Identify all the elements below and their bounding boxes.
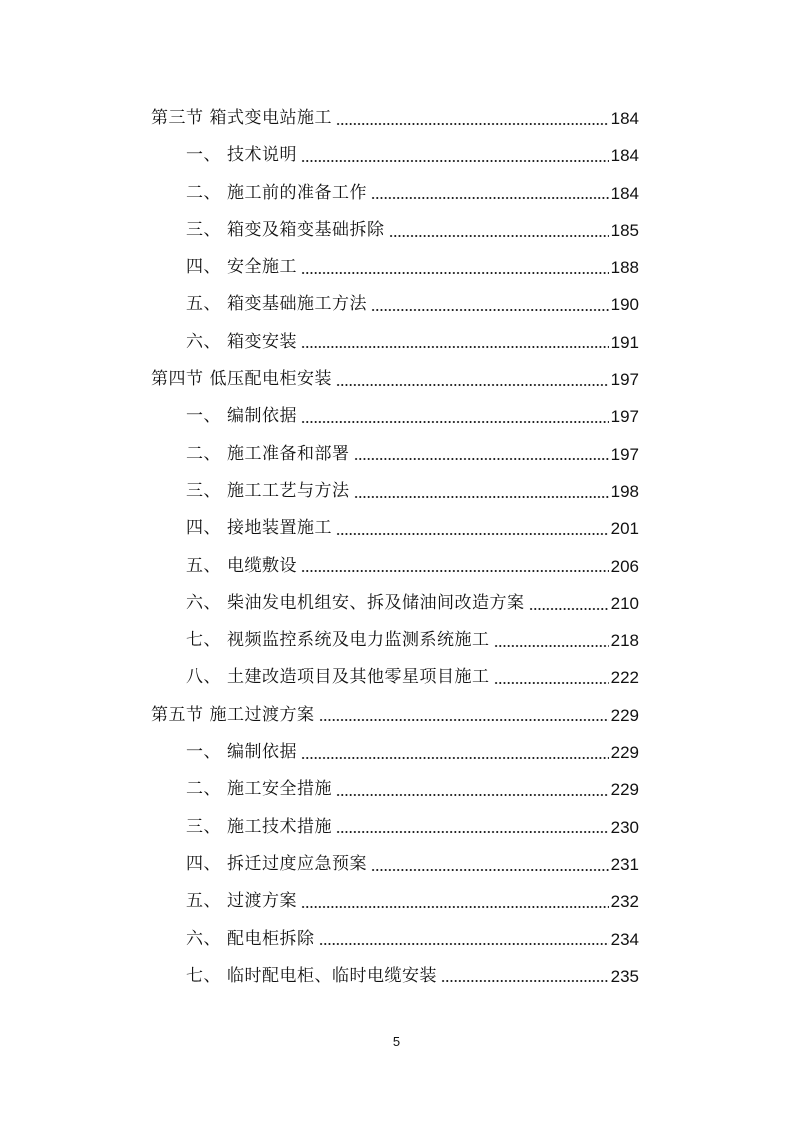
toc-entry-text: 低压配电柜安装 — [209, 369, 332, 390]
toc-entry[interactable] — [0, 436, 793, 473]
toc-entry-page: 206 — [610, 556, 639, 576]
toc-entry-text: 编制依据 — [227, 406, 297, 427]
dot-leader — [389, 235, 609, 237]
toc-entry-text: 箱变基础施工方法 — [227, 294, 367, 315]
toc-entry-text: 施工准备和部署 — [227, 443, 350, 464]
toc-entry-number: 七、 — [186, 630, 221, 651]
dot-leader — [336, 794, 609, 796]
toc-entry-page: 229 — [610, 743, 639, 763]
toc-entry[interactable] — [0, 398, 793, 435]
dot-leader — [336, 831, 609, 833]
toc-entry-number: 二、 — [186, 779, 221, 800]
toc-entry-page: 197 — [610, 444, 639, 464]
dot-leader — [301, 906, 609, 908]
toc-entry[interactable] — [0, 324, 793, 361]
toc-entry-title — [186, 286, 367, 323]
toc-entry-text: 柴油发电机组安、拆及储油间改造方案 — [227, 592, 525, 613]
toc-entry-page: 222 — [610, 668, 639, 688]
toc-entry-page: 210 — [610, 593, 639, 613]
toc-entry[interactable] — [0, 510, 793, 547]
toc-entry[interactable] — [0, 659, 793, 696]
toc-entry-title — [186, 324, 297, 361]
dot-leader — [301, 272, 609, 274]
toc-entry-number: 二、 — [186, 182, 221, 203]
toc-entry-section-5[interactable] — [0, 697, 793, 734]
dot-leader — [494, 645, 609, 647]
toc-entry-title — [186, 958, 437, 995]
toc-entry[interactable] — [0, 473, 793, 510]
dot-leader — [494, 682, 609, 684]
toc-entry-page: 229 — [610, 780, 639, 800]
toc-entry-number: 一、 — [186, 145, 221, 166]
toc-entry-text: 过渡方案 — [227, 891, 297, 912]
toc-entry-number: 一、 — [186, 406, 221, 427]
dot-leader — [354, 496, 609, 498]
toc-entry-title — [186, 734, 297, 771]
toc-entry-text: 视频监控系统及电力监测系统施工 — [227, 630, 490, 651]
toc-entry-title — [186, 659, 490, 696]
toc-entry-number: 五、 — [186, 891, 221, 912]
toc-entry-number: 七、 — [186, 965, 221, 986]
toc-entry-title — [186, 585, 525, 622]
toc-entry-number: 三、 — [186, 816, 221, 837]
toc-entry-number: 五、 — [186, 294, 221, 315]
toc-entry-page: 185 — [610, 220, 639, 240]
toc-entry-page: 188 — [610, 258, 639, 278]
dot-leader — [336, 384, 609, 386]
toc-entry[interactable] — [0, 212, 793, 249]
toc-entry[interactable] — [0, 809, 793, 846]
toc-entry-title — [186, 212, 385, 249]
dot-leader — [301, 346, 609, 348]
toc-entry-text: 配电柜拆除 — [227, 928, 315, 949]
dot-leader — [529, 608, 609, 610]
table-of-contents — [0, 100, 793, 995]
dot-leader — [319, 943, 609, 945]
toc-entry-number: 第五节 — [151, 704, 204, 725]
dot-leader — [301, 757, 609, 759]
toc-entry-page: 234 — [610, 929, 639, 949]
toc-entry-text: 土建改造项目及其他零星项目施工 — [227, 667, 490, 688]
toc-entry-page: 184 — [610, 109, 639, 128]
dot-leader — [319, 719, 609, 721]
dot-leader — [354, 458, 609, 460]
toc-entry-text: 施工技术措施 — [227, 816, 332, 837]
toc-entry[interactable] — [0, 286, 793, 323]
dot-leader — [301, 160, 609, 162]
toc-entry-text: 编制依据 — [227, 742, 297, 763]
toc-entry-page: 232 — [610, 892, 639, 912]
toc-entry-number: 八、 — [186, 667, 221, 688]
toc-entry-title — [186, 548, 297, 585]
toc-entry[interactable] — [0, 175, 793, 212]
toc-entry-title — [186, 622, 490, 659]
toc-entry-number: 六、 — [186, 331, 221, 352]
toc-entry-text: 施工前的准备工作 — [227, 182, 367, 203]
dot-leader — [371, 309, 609, 311]
toc-entry[interactable] — [0, 921, 793, 958]
toc-entry-page: 230 — [610, 817, 639, 837]
toc-entry-page: 198 — [610, 481, 639, 501]
toc-entry-title — [186, 883, 297, 920]
toc-entry-page: 201 — [610, 519, 639, 539]
toc-entry-page: 197 — [610, 407, 639, 427]
toc-entry-text: 箱变及箱变基础拆除 — [227, 219, 385, 240]
toc-entry-text: 施工工艺与方法 — [227, 480, 350, 501]
toc-entry-text: 技术说明 — [227, 145, 297, 166]
toc-entry[interactable] — [0, 958, 793, 995]
dot-leader — [336, 533, 609, 535]
toc-entry-text: 临时配电柜、临时电缆安装 — [227, 965, 437, 986]
toc-entry-title — [151, 100, 332, 137]
toc-entry-number: 三、 — [186, 480, 221, 501]
dot-leader — [301, 570, 609, 572]
toc-entry-title — [186, 809, 332, 846]
toc-entry[interactable] — [0, 548, 793, 585]
toc-entry-text: 拆迁过度应急预案 — [227, 853, 367, 874]
toc-entry[interactable] — [0, 622, 793, 659]
toc-entry-title — [186, 771, 332, 808]
toc-entry-title — [186, 398, 297, 435]
toc-entry[interactable] — [0, 249, 793, 286]
toc-entry-title — [151, 361, 332, 398]
toc-entry[interactable] — [0, 883, 793, 920]
dot-leader — [371, 869, 609, 871]
toc-entry-title — [186, 137, 297, 174]
toc-entry-number: 四、 — [186, 853, 221, 874]
dot-leader — [441, 980, 609, 982]
toc-entry[interactable] — [0, 585, 793, 622]
toc-entry-page: 231 — [610, 854, 639, 874]
toc-entry[interactable] — [0, 846, 793, 883]
dot-leader — [336, 123, 609, 125]
toc-entry-text: 箱式变电站施工 — [209, 108, 332, 128]
toc-entry-page: 235 — [610, 966, 639, 986]
dot-leader — [301, 421, 609, 423]
toc-entry[interactable] — [0, 734, 793, 771]
toc-entry[interactable] — [0, 137, 793, 174]
toc-entry-page: 218 — [610, 631, 639, 651]
toc-entry-title — [186, 510, 332, 547]
toc-entry-title — [186, 249, 297, 286]
toc-entry-number: 第三节 — [151, 108, 204, 128]
toc-entry-text: 安全施工 — [227, 257, 297, 278]
toc-entry-section-4[interactable] — [0, 361, 793, 398]
toc-entry-number: 一、 — [186, 742, 221, 763]
toc-entry-text: 接地装置施工 — [227, 518, 332, 539]
toc-entry-title — [186, 436, 350, 473]
toc-entry-title — [186, 175, 367, 212]
toc-entry-number: 三、 — [186, 219, 221, 240]
toc-entry-page: 229 — [610, 705, 639, 725]
toc-entry-title — [186, 473, 350, 510]
dot-leader — [371, 197, 609, 199]
toc-entry-number: 第四节 — [151, 369, 204, 390]
toc-entry-page: 184 — [610, 146, 639, 166]
toc-entry-title — [186, 846, 367, 883]
toc-entry-number: 五、 — [186, 555, 221, 576]
toc-entry[interactable] — [0, 771, 793, 808]
toc-entry-text: 箱变安装 — [227, 331, 297, 352]
toc-entry-number: 六、 — [186, 928, 221, 949]
toc-entry-page: 191 — [610, 332, 639, 352]
toc-entry-text: 电缆敷设 — [227, 555, 297, 576]
toc-entry-text: 施工安全措施 — [227, 779, 332, 800]
toc-entry-page: 184 — [610, 183, 639, 203]
toc-entry-number: 四、 — [186, 257, 221, 278]
toc-entry-number: 二、 — [186, 443, 221, 464]
toc-entry-page: 190 — [610, 295, 639, 315]
toc-entry-page: 197 — [610, 370, 639, 390]
toc-entry-number: 六、 — [186, 592, 221, 613]
page-number: 5 — [392, 1034, 401, 1049]
toc-entry-number: 四、 — [186, 518, 221, 539]
toc-entry-title — [186, 921, 315, 958]
toc-entry-text: 施工过渡方案 — [209, 704, 315, 725]
toc-entry-section-3[interactable] — [0, 100, 793, 137]
toc-entry-title — [151, 697, 315, 734]
